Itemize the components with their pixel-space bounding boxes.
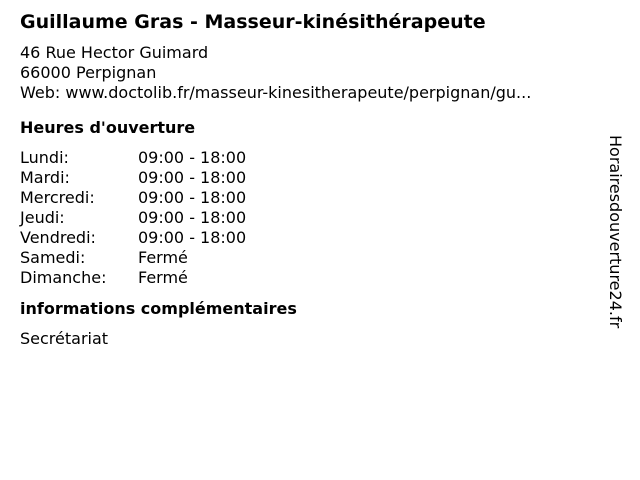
time-value: Fermé (138, 248, 188, 267)
day-label: Samedi: (20, 248, 86, 267)
hours-row-tuesday (20, 168, 600, 188)
day-label: Dimanche: (20, 268, 107, 287)
city-address: 66000 Perpignan (20, 63, 157, 82)
time-value: 09:00 - 18:00 (138, 168, 247, 187)
hours-row-saturday (20, 248, 600, 268)
website-label: Web: (20, 83, 61, 102)
time-value: Fermé (138, 268, 188, 287)
hours-row-thursday (20, 208, 600, 228)
website-line (20, 83, 600, 103)
additional-info-heading: informations complémentaires (20, 299, 297, 318)
opening-hours-heading: Heures d'ouverture (20, 118, 196, 137)
day-label: Lundi: (20, 148, 69, 167)
time-value: 09:00 - 18:00 (138, 148, 247, 167)
additional-info-text: Secrétariat (20, 329, 109, 348)
day-label: Mardi: (20, 168, 70, 187)
day-label: Vendredi: (20, 228, 96, 247)
street-address: 46 Rue Hector Guimard (20, 43, 209, 62)
site-watermark: Horairesdouverture24.fr (606, 135, 625, 329)
website-link[interactable]: www.doctolib.fr/masseur-kinesitherapeute/perpignan/gu... (65, 83, 532, 102)
hours-row-wednesday (20, 188, 600, 208)
opening-hours-table (20, 148, 600, 288)
day-label: Mercredi: (20, 188, 95, 207)
business-title: Guillaume Gras - Masseur-kinésithérapeute (20, 11, 486, 33)
day-label: Jeudi: (20, 208, 65, 227)
time-value: 09:00 - 18:00 (138, 228, 247, 247)
time-value: 09:00 - 18:00 (138, 188, 247, 207)
business-card (20, 9, 600, 349)
hours-row-monday (20, 148, 600, 168)
hours-row-sunday (20, 268, 600, 288)
hours-row-friday (20, 228, 600, 248)
time-value: 09:00 - 18:00 (138, 208, 247, 227)
address-block (20, 43, 600, 103)
